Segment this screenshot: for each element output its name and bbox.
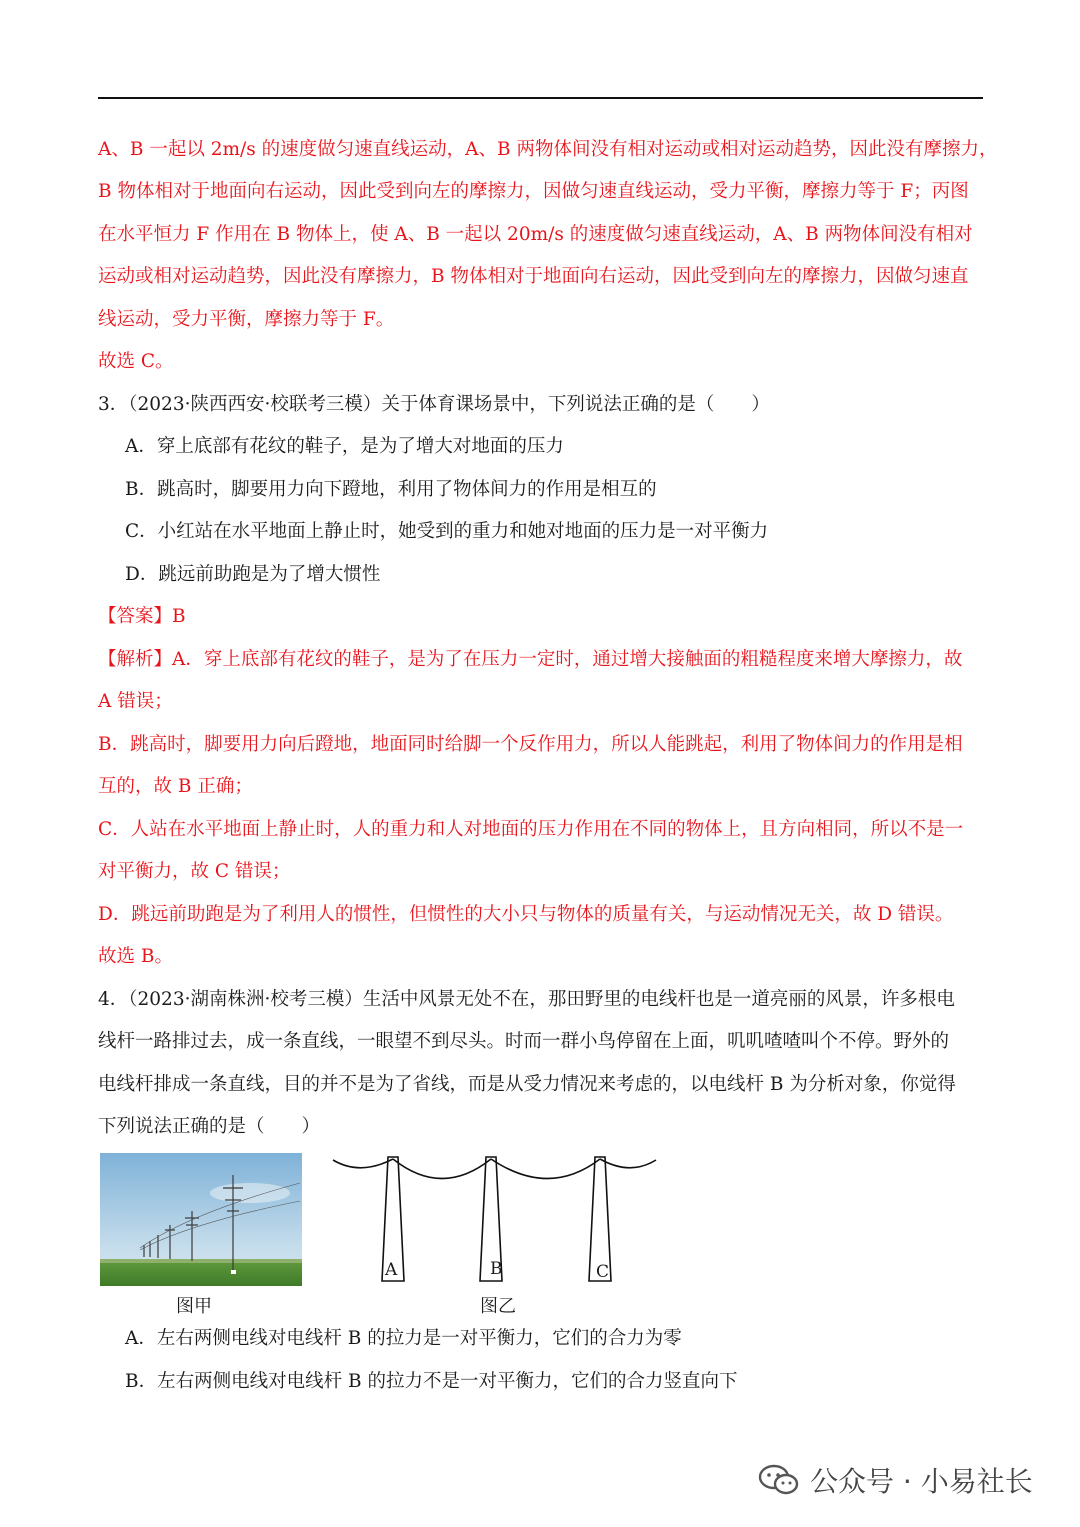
- watermark-text: 公众号 · 小易社长: [810, 1465, 1033, 1498]
- question-3-analysis: 【解析】A．穿上底部有花纹的鞋子，是为了在压力一定时，通过增大接触面的粗糙程度来增大摩擦力，故: [98, 649, 963, 670]
- question-4-stem: 电线杆排成一条直线，目的并不是为了省线，而是从受力情况来考虑的，以电线杆 B 为分析对象，你觉得: [98, 1074, 956, 1095]
- power-poles-photo: [100, 1153, 302, 1286]
- solution-line: B 物体相对于地面向右运动，因此受到向左的摩擦力，因做匀速直线运动，受力平衡，摩擦力等于 F；丙图: [98, 181, 969, 202]
- question-3-analysis: 对平衡力，故 C 错误；: [98, 861, 291, 882]
- solution-conclusion: 故选 C。: [98, 351, 174, 372]
- question-4-stem: 线杆一路排过去，成一条直线，一眼望不到尽头。时而一群小鸟停留在上面，叽叽喳喳叫个不停。野外的: [98, 1031, 950, 1052]
- question-3-option-d: D．跳远前助跑是为了增大惯性: [125, 564, 381, 585]
- wire-ab: [393, 1159, 491, 1179]
- pole-b-label: B: [490, 1259, 503, 1279]
- question-4-option-b: B．左右两侧电线对电线杆 B 的拉力不是一对平衡力，它们的合力竖直向下: [125, 1371, 738, 1392]
- question-3-analysis: 互的，故 B 正确；: [98, 776, 253, 797]
- question-3-stem: 3．（2023·陕西西安·校联考三模）关于体育课场景中，下列说法正确的是（ ）: [98, 394, 770, 415]
- question-3-conclusion: 故选 B。: [98, 946, 173, 967]
- wire-bc: [491, 1159, 600, 1179]
- power-poles-diagram: [330, 1150, 660, 1290]
- question-3-option-a: A．穿上底部有花纹的鞋子，是为了增大对地面的压力: [125, 436, 564, 457]
- solution-line: A、B 一起以 2m/s 的速度做匀速直线运动，A、B 两物体间没有相对运动或相对运动趋势，因此没有摩擦力，: [98, 139, 998, 160]
- figure-yi-caption: 图乙: [480, 1296, 516, 1317]
- pole-c-label: C: [596, 1262, 610, 1282]
- wechat-icon: [758, 1462, 800, 1498]
- wire-right: [600, 1159, 656, 1168]
- solution-line: 运动或相对运动趋势，因此没有摩擦力，B 物体相对于地面向右运动，因此受到向左的摩擦力，因做匀速直: [98, 266, 969, 287]
- header-rule: [98, 97, 983, 99]
- question-3-analysis: B．跳高时，脚要用力向后蹬地，地面同时给脚一个反作用力，所以人能跳起，利用了物体间力的作用是相: [98, 734, 963, 755]
- figure-jia-caption: 图甲: [176, 1296, 212, 1317]
- question-4-option-a: A．左右两侧电线对电线杆 B 的拉力是一对平衡力，它们的合力为零: [125, 1328, 682, 1349]
- question-3-analysis: A 错误；: [98, 691, 173, 712]
- question-3-analysis: C．人站在水平地面上静止时，人的重力和人对地面的压力作用在不同的物体上，且方向相同，所以不是一: [98, 819, 964, 840]
- question-3-answer: 【答案】B: [98, 606, 186, 627]
- question-4-stem: 4．（2023·湖南株洲·校考三模）生活中风景无处不在，那田野里的电线杆也是一道亮丽的风景，许多根电: [98, 989, 955, 1010]
- question-3-option-c: C．小红站在水平地面上静止时，她受到的重力和她对地面的压力是一对平衡力: [125, 521, 769, 542]
- wire-left: [333, 1159, 393, 1168]
- wechat-watermark: [758, 1460, 1033, 1500]
- question-3-option-b: B．跳高时，脚要用力向下蹬地，利用了物体间力的作用是相互的: [125, 479, 657, 500]
- solution-line: 在水平恒力 F 作用在 B 物体上，使 A、B 一起以 20m/s 的速度做匀速直线运动，A、B 两物体间没有相对: [98, 224, 973, 245]
- pole-a-label: A: [385, 1260, 398, 1280]
- question-4-stem: 下列说法正确的是（ ）: [98, 1116, 321, 1137]
- solution-line: 线运动，受力平衡，摩擦力等于 F。: [98, 309, 395, 330]
- question-3-analysis: D．跳远前助跑是为了利用人的惯性，但惯性的大小只与物体的质量有关，与运动情况无关，故 D 错误。: [98, 904, 954, 925]
